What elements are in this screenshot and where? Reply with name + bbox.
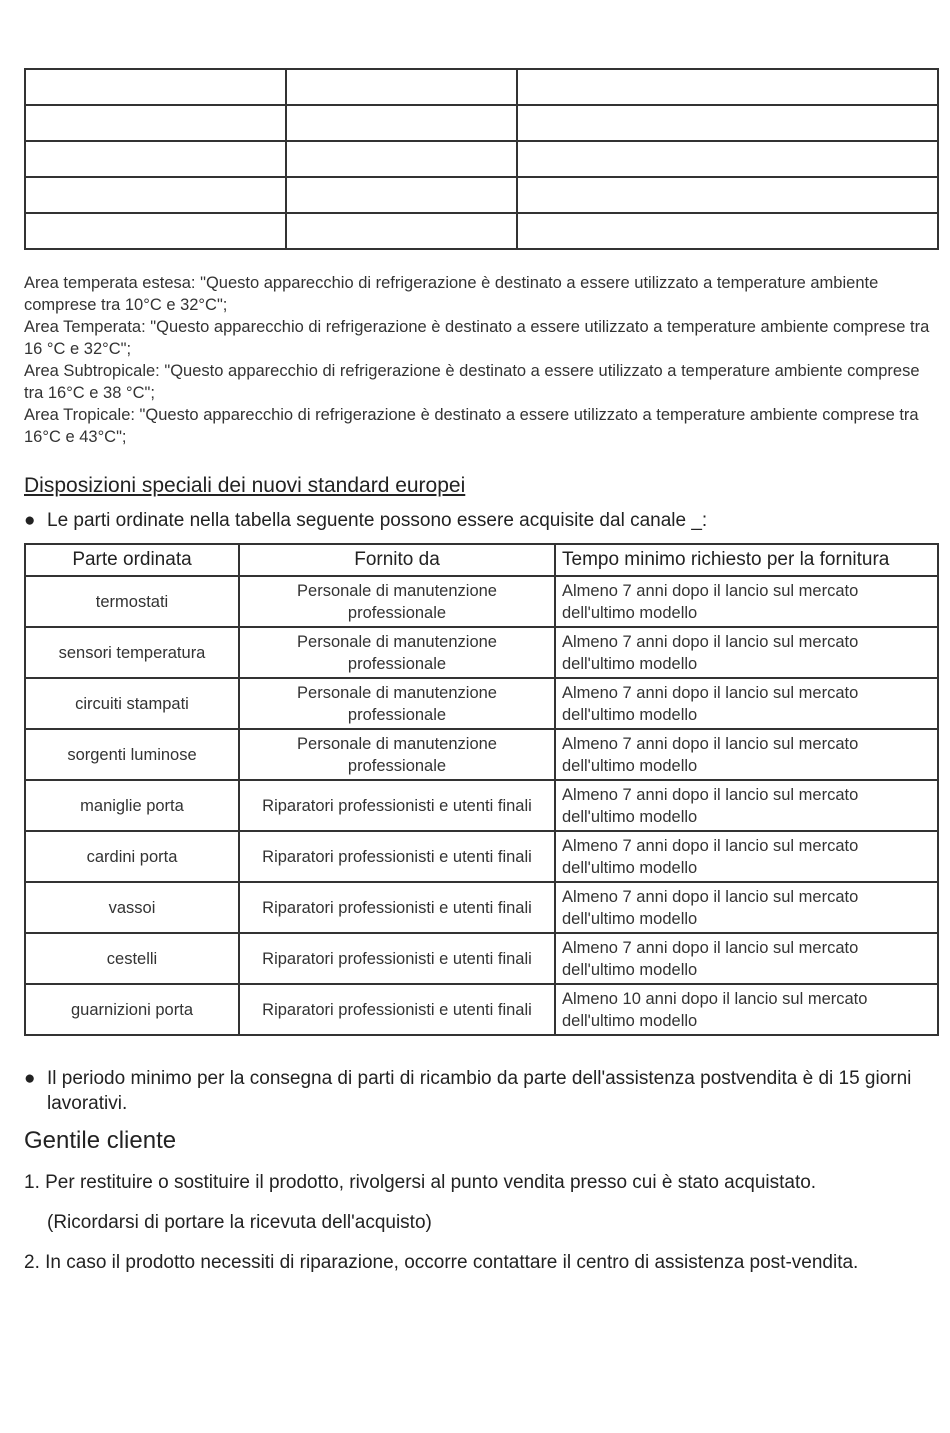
blank-table-row [25,141,938,177]
parts-table-body [25,576,938,1035]
instruction-item-1-note: (Ricordarsi di portare la ricevuta dell'acquisto) [47,1212,432,1233]
supplier-cell: Personale di manutenzione professionale [239,729,555,780]
part-cell: guarnizioni porta [25,984,239,1035]
table-row [25,627,938,678]
supplier-cell: Riparatori professionisti e utenti finali [239,984,555,1035]
min-time-cell: Almeno 7 anni dopo il lancio sul mercato dell'ultimo modello [555,729,938,780]
table-row [25,831,938,882]
table-row [25,933,938,984]
min-time-cell: Almeno 10 anni dopo il lancio sul mercato dell'ultimo modello [555,984,938,1035]
min-time-cell: Almeno 7 anni dopo il lancio sul mercato dell'ultimo modello [555,627,938,678]
part-cell: cardini porta [25,831,239,882]
min-time-cell: Almeno 7 anni dopo il lancio sul mercato dell'ultimo modello [555,780,938,831]
blank-table-cell [517,105,938,141]
table-row [25,984,938,1035]
supplier-cell: Riparatori professionisti e utenti finali [239,780,555,831]
blank-table-cell [286,105,517,141]
blank-table-row [25,105,938,141]
part-cell: circuiti stampati [25,678,239,729]
bullet-intro-text: Le parti ordinate nella tabella seguente possono essere acquisite dal canale _: [47,510,708,531]
climate-notes [24,272,939,448]
min-time-cell: Almeno 7 anni dopo il lancio sul mercato dell'ultimo modello [555,678,938,729]
table-row [25,780,938,831]
parts-table [24,543,939,1036]
blank-table-cell [25,141,286,177]
blank-table-row [25,177,938,213]
bullet-icon: ● [24,510,36,531]
table-row [25,729,938,780]
climate-note: Area Subtropicale: "Questo apparecchio di refrigerazione è destinato a essere utilizzato a temperature ambiente comprese tra 16°C e 38 °C"; [24,362,920,402]
blank-table-cell [517,213,938,249]
table-row [25,678,938,729]
instruction-item-1: 1. Per restituire o sostituire il prodotto, rivolgersi al punto vendita presso cui è stato acquistato. [24,1172,817,1193]
blank-table-cell [25,105,286,141]
header-part: Parte ordinata [25,544,239,576]
blank-table-cell [286,69,517,105]
min-time-cell: Almeno 7 anni dopo il lancio sul mercato dell'ultimo modello [555,882,938,933]
supplier-cell: Personale di manutenzione professionale [239,576,555,627]
min-time-cell: Almeno 7 anni dopo il lancio sul mercato dell'ultimo modello [555,576,938,627]
blank-table-cell [25,69,286,105]
bullet-icon: ● [24,1068,36,1089]
table-row [25,882,938,933]
supplier-cell: Riparatori professionisti e utenti finali [239,933,555,984]
blank-table-row [25,69,938,105]
parts-table-header-row [25,544,938,576]
supplier-cell: Riparatori professionisti e utenti finali [239,882,555,933]
blank-table [24,68,939,250]
min-time-cell: Almeno 7 anni dopo il lancio sul mercato dell'ultimo modello [555,831,938,882]
part-cell: termostati [25,576,239,627]
climate-note: Area Temperata: "Questo apparecchio di refrigerazione è destinato a essere utilizzato a temperature ambiente comprese tra 16 °C e 32°C"; [24,318,930,358]
bullet-delivery [24,1066,924,1116]
instruction-item-2: 2. In caso il prodotto necessiti di riparazione, occorre contattare il centro di assistenza post-vendita. [24,1252,859,1273]
header-min-time: Tempo minimo richiesto per la fornitura [555,544,938,576]
blank-table-cell [286,141,517,177]
header-supplier: Fornito da [239,544,555,576]
blank-table-cell [286,213,517,249]
part-cell: sensori temperatura [25,627,239,678]
supplier-cell: Personale di manutenzione professionale [239,627,555,678]
blank-table-cell [517,141,938,177]
blank-table-cell [517,69,938,105]
blank-table-body [25,69,938,249]
supplier-cell: Personale di manutenzione professionale [239,678,555,729]
part-cell: cestelli [25,933,239,984]
blank-table-cell [286,177,517,213]
blank-table-cell [25,177,286,213]
blank-table-cell [25,213,286,249]
bullet-delivery-text: Il periodo minimo per la consegna di parti di ricambio da parte dell'assistenza postvendita è di 15 giorni lavorativi. [47,1068,912,1114]
climate-note: Area temperata estesa: "Questo apparecchio di refrigerazione è destinato a essere utilizzato a temperature ambiente comprese tra 10°C e 32°C"; [24,274,879,314]
climate-note: Area Tropicale: "Questo apparecchio di refrigerazione è destinato a essere utilizzato a temperature ambiente comprese tra 16°C e 43°C"; [24,406,919,446]
section-title: Disposizioni speciali dei nuovi standard europei [24,474,466,497]
supplier-cell: Riparatori professionisti e utenti finali [239,831,555,882]
blank-table-row [25,213,938,249]
bullet-intro [24,508,924,533]
part-cell: sorgenti luminose [25,729,239,780]
part-cell: vassoi [25,882,239,933]
blank-table-cell [517,177,938,213]
part-cell: maniglie porta [25,780,239,831]
min-time-cell: Almeno 7 anni dopo il lancio sul mercato dell'ultimo modello [555,933,938,984]
greeting: Gentile cliente [24,1127,177,1154]
table-row [25,576,938,627]
